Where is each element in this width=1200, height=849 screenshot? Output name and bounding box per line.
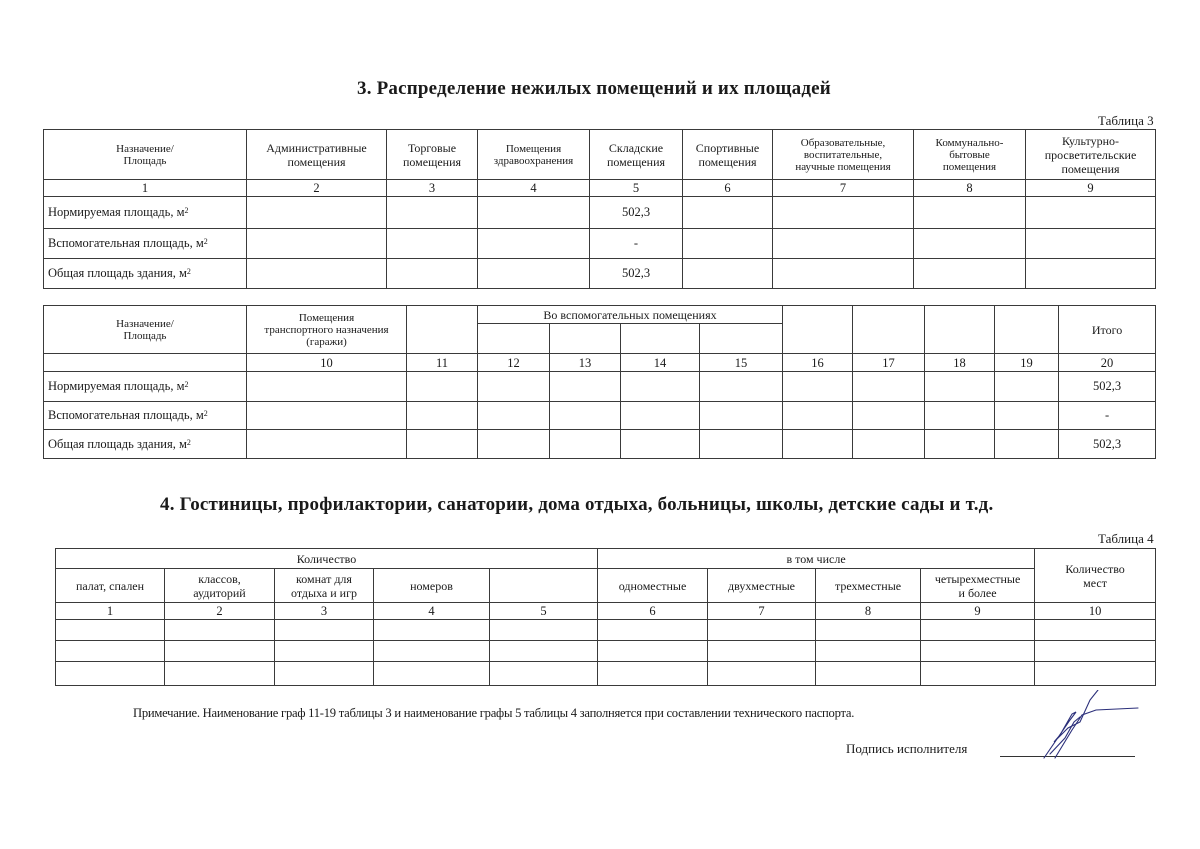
header-purpose-area: Назначение/ Площадь <box>44 130 247 180</box>
table-row-normed-area <box>44 197 1156 229</box>
table-row-normed-area <box>44 372 1156 402</box>
table-cell <box>621 402 700 430</box>
col-number: 6 <box>683 180 773 197</box>
table-cell <box>407 402 478 430</box>
col-number: 12 <box>478 354 550 372</box>
header-col-17-blank <box>853 306 925 354</box>
table-cell <box>995 402 1059 430</box>
table-3-label: Таблица 3 <box>1098 113 1154 128</box>
row-label: Нормируемая площадь, $м^2$ <box>44 197 247 229</box>
header-sports: Спортивные помещения <box>683 130 773 180</box>
table-cell <box>925 402 995 430</box>
table-cell <box>165 662 275 686</box>
header-educational: Образовательные, воспитательные, научные помещения <box>773 130 914 180</box>
table-cell <box>773 259 914 289</box>
section-3-title: 3. Распределение нежилых помещений и их площадей <box>357 78 831 99</box>
table-cell <box>700 372 783 402</box>
table-cell <box>478 372 550 402</box>
col-number: 13 <box>550 354 621 372</box>
table-cell <box>56 641 165 662</box>
header-auxiliary-group: Во вспомогательных помещениях <box>478 306 783 324</box>
table-cell <box>56 620 165 641</box>
table-cell <box>995 430 1059 459</box>
table-cell: 502,3 <box>590 197 683 229</box>
col-number: 9 <box>921 603 1035 620</box>
table-row-total-area <box>44 430 1156 459</box>
table-cell <box>816 620 921 641</box>
header-communal: Коммунально- бытовые помещения <box>914 130 1026 180</box>
col-number: 2 <box>165 603 275 620</box>
table-cell <box>247 402 407 430</box>
header-row-top <box>44 306 1156 324</box>
header-total: Итого <box>1059 306 1156 354</box>
header-warehouse: Складские помещения <box>590 130 683 180</box>
header-classrooms: классов, аудиторий <box>165 569 275 603</box>
table-cell <box>165 620 275 641</box>
table-cell <box>247 430 407 459</box>
table-row <box>56 620 1156 641</box>
col-number: 16 <box>783 354 853 372</box>
total-cell: 502,3 <box>1059 372 1156 402</box>
column-numbers-row <box>56 603 1156 620</box>
row-label: Вспомогательная площадь, $м^2$ <box>44 229 247 259</box>
col-number: 7 <box>708 603 816 620</box>
table-cell <box>1026 259 1156 289</box>
table-cell <box>407 372 478 402</box>
table-4-label: Таблица 4 <box>1098 531 1154 546</box>
table-cell: - <box>590 229 683 259</box>
col-number: 11 <box>407 354 478 372</box>
table-cell <box>853 430 925 459</box>
header-col-13-blank <box>550 324 621 354</box>
header-healthcare: Помещения здравоохранения <box>478 130 590 180</box>
col-number: 7 <box>773 180 914 197</box>
total-cell: - <box>1059 402 1156 430</box>
col-number: 14 <box>621 354 700 372</box>
col-number: 4 <box>374 603 490 620</box>
table-row <box>56 641 1156 662</box>
col-number: 10 <box>247 354 407 372</box>
signature-icon <box>1010 690 1150 762</box>
table-cell <box>783 372 853 402</box>
table-cell <box>490 641 598 662</box>
col-number: 18 <box>925 354 995 372</box>
table-cell <box>478 430 550 459</box>
table-cell <box>1035 662 1156 686</box>
footnote: Примечание. Наименование граф 11-19 таблицы 3 и наименование графы 5 таблицы 4 заполняется при составлении технического паспорта. <box>133 706 855 720</box>
signature-label: Подпись исполнителя <box>846 741 968 756</box>
col-number: 20 <box>1059 354 1156 372</box>
header-administrative: Административные помещения <box>247 130 387 180</box>
table-cell <box>700 402 783 430</box>
header-places-count: Количество мест <box>1035 549 1156 603</box>
table-cell <box>550 430 621 459</box>
table-cell <box>925 430 995 459</box>
col-number: 17 <box>853 354 925 372</box>
col-number: 5 <box>590 180 683 197</box>
header-single: одноместные <box>598 569 708 603</box>
col-number <box>44 354 247 372</box>
table-cell <box>490 620 598 641</box>
table-cell <box>1026 229 1156 259</box>
table-cell <box>598 662 708 686</box>
table-cell <box>275 620 374 641</box>
col-number: 15 <box>700 354 783 372</box>
header-row <box>44 130 1156 180</box>
table-cell <box>387 229 478 259</box>
table-cell <box>773 229 914 259</box>
table-cell <box>783 402 853 430</box>
header-quadruple-plus: четырехместные и более <box>921 569 1035 603</box>
col-number: 3 <box>275 603 374 620</box>
table-3-part-2 <box>43 305 1156 459</box>
table-cell <box>783 430 853 459</box>
table-cell <box>275 662 374 686</box>
header-col-14-blank <box>621 324 700 354</box>
col-number: 3 <box>387 180 478 197</box>
table-cell <box>478 259 590 289</box>
table-row-auxiliary-area <box>44 229 1156 259</box>
table-cell <box>165 641 275 662</box>
table-cell <box>407 430 478 459</box>
header-col-15-blank <box>700 324 783 354</box>
table-cell: 502,3 <box>590 259 683 289</box>
header-wards-bedrooms: палат, спален <box>56 569 165 603</box>
col-number: 4 <box>478 180 590 197</box>
table-cell <box>598 641 708 662</box>
header-row-sub <box>56 569 1156 603</box>
table-cell <box>853 372 925 402</box>
header-trade: Торговые помещения <box>387 130 478 180</box>
table-cell <box>621 372 700 402</box>
table-cell <box>387 197 478 229</box>
table-cell <box>853 402 925 430</box>
table-cell <box>478 229 590 259</box>
table-cell <box>247 259 387 289</box>
col-number: 2 <box>247 180 387 197</box>
header-cultural: Культурно- просветительские помещения <box>1026 130 1156 180</box>
col-number: 9 <box>1026 180 1156 197</box>
total-cell: 502,3 <box>1059 430 1156 459</box>
header-col-11-blank <box>407 306 478 354</box>
header-col-19-blank <box>995 306 1059 354</box>
table-cell <box>683 229 773 259</box>
col-number: 10 <box>1035 603 1156 620</box>
table-cell <box>921 620 1035 641</box>
table-row <box>56 662 1156 686</box>
row-label: Вспомогательная площадь, $м^2$ <box>44 402 247 430</box>
header-col-18-blank <box>925 306 995 354</box>
col-number: 6 <box>598 603 708 620</box>
table-cell <box>700 430 783 459</box>
column-numbers-row <box>44 180 1156 197</box>
table-4 <box>55 548 1156 686</box>
table-cell <box>598 620 708 641</box>
table-cell <box>914 197 1026 229</box>
table-row-auxiliary-area <box>44 402 1156 430</box>
table-cell <box>247 197 387 229</box>
table-cell <box>925 372 995 402</box>
table-cell <box>816 641 921 662</box>
table-cell <box>550 372 621 402</box>
table-cell <box>683 197 773 229</box>
header-purpose-area: Назначение/ Площадь <box>44 306 247 354</box>
table-cell <box>773 197 914 229</box>
col-number: 5 <box>490 603 598 620</box>
header-col-12-blank <box>478 324 550 354</box>
row-label: Общая площадь здания, $м^2$ <box>44 259 247 289</box>
header-recreation-rooms: комнат для отдыха и игр <box>275 569 374 603</box>
table-cell <box>247 372 407 402</box>
header-including-group: в том числе <box>598 549 1035 569</box>
table-cell <box>550 402 621 430</box>
col-number: 8 <box>914 180 1026 197</box>
table-cell <box>1026 197 1156 229</box>
header-double: двухместные <box>708 569 816 603</box>
table-cell <box>683 259 773 289</box>
col-number: 1 <box>44 180 247 197</box>
table-cell <box>914 259 1026 289</box>
table-cell <box>1035 620 1156 641</box>
table-cell <box>374 620 490 641</box>
table-cell <box>995 372 1059 402</box>
col-number: 8 <box>816 603 921 620</box>
table-cell <box>490 662 598 686</box>
header-col-16-blank <box>783 306 853 354</box>
table-3-part-1 <box>43 129 1156 289</box>
table-cell <box>708 620 816 641</box>
table-cell <box>478 197 590 229</box>
column-numbers-row <box>44 354 1156 372</box>
table-cell <box>275 641 374 662</box>
table-cell <box>1035 641 1156 662</box>
header-triple: трехместные <box>816 569 921 603</box>
row-label: Общая площадь здания, $м^2$ <box>44 430 247 459</box>
header-col-5-blank <box>490 569 598 603</box>
table-cell <box>708 662 816 686</box>
col-number: 1 <box>56 603 165 620</box>
table-cell <box>621 430 700 459</box>
header-transport-garages: Помещения транспортного назначения (гаражи) <box>247 306 407 354</box>
table-row-total-area <box>44 259 1156 289</box>
table-cell <box>708 641 816 662</box>
row-label: Нормируемая площадь, $м^2$ <box>44 372 247 402</box>
table-cell <box>816 662 921 686</box>
table-cell <box>56 662 165 686</box>
table-cell <box>914 229 1026 259</box>
table-cell <box>921 641 1035 662</box>
header-rooms: номеров <box>374 569 490 603</box>
section-4-title: 4. Гостиницы, профилактории, санатории, дома отдыха, больницы, школы, детские сады и т.д. <box>160 494 994 515</box>
table-cell <box>247 229 387 259</box>
table-cell <box>478 402 550 430</box>
table-cell <box>387 259 478 289</box>
table-cell <box>374 641 490 662</box>
col-number: 19 <box>995 354 1059 372</box>
header-row-top <box>56 549 1156 569</box>
table-cell <box>374 662 490 686</box>
header-quantity-group: Количество <box>56 549 598 569</box>
table-cell <box>921 662 1035 686</box>
